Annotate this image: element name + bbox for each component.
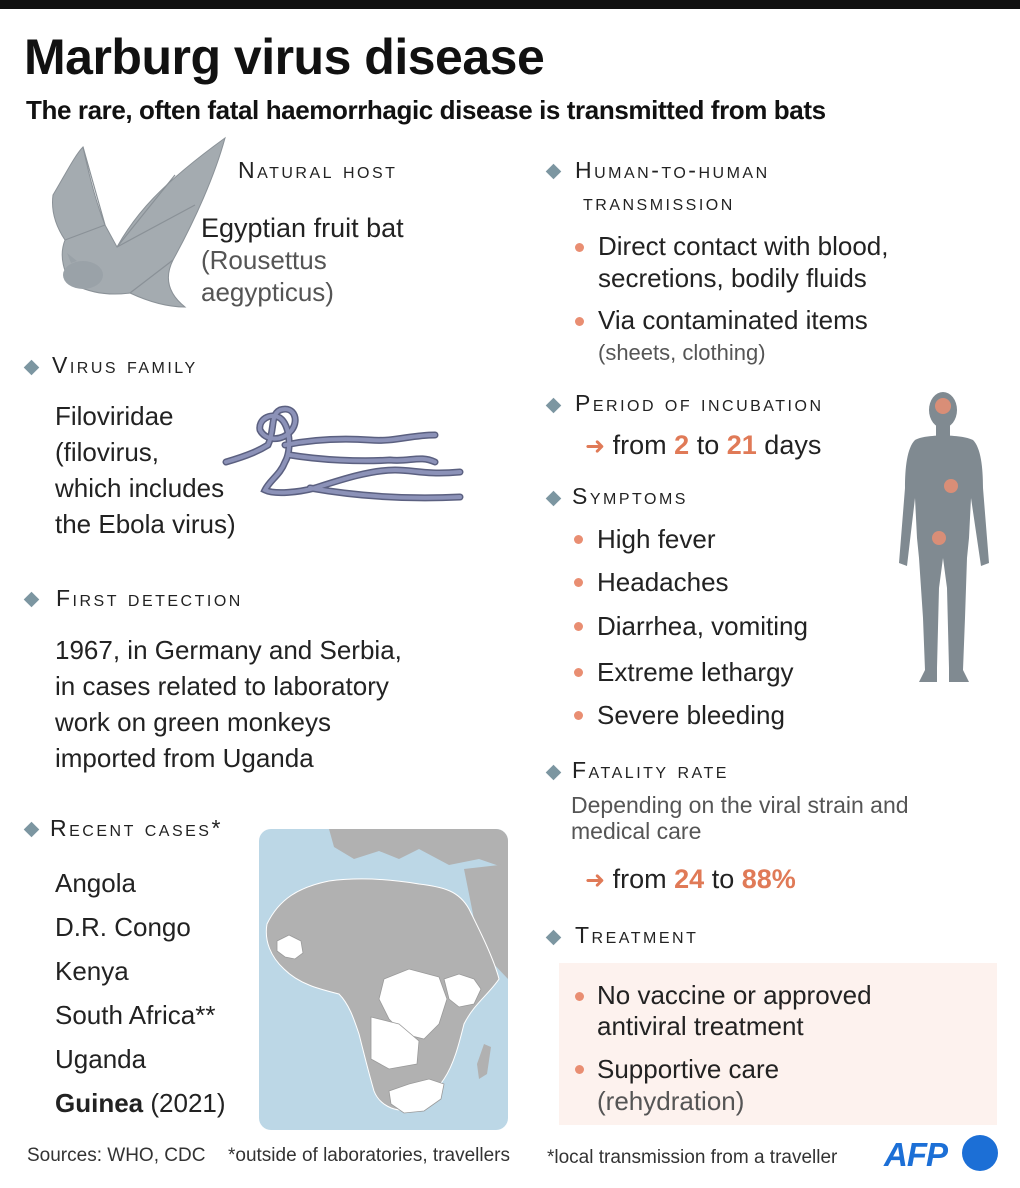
virus-family-line-1: Filoviridae [55, 401, 174, 431]
virus-family-heading: Virus family [52, 352, 198, 378]
fatality-from: from [612, 864, 667, 894]
bullet-icon [575, 1065, 584, 1074]
transmission-item-2: Via contaminated items [598, 305, 868, 335]
afp-logo-text: AFP [884, 1136, 947, 1173]
fatality-range [585, 861, 796, 899]
first-detection-heading: First detection [56, 585, 243, 611]
natural-host-latin-2: aegypticus) [201, 277, 334, 307]
incubation-max: 21 [726, 430, 757, 460]
fatality-to: to [711, 864, 735, 894]
bullet-icon [575, 243, 584, 252]
diamond-icon [24, 822, 40, 838]
afp-logo-circle [962, 1135, 998, 1171]
recent-case-guinea-year: (2021) [150, 1088, 226, 1118]
virus-family-line-4: the Ebola virus) [55, 509, 236, 539]
diamond-icon [546, 765, 562, 781]
incubation-unit: days [764, 430, 822, 460]
recent-case-angola: Angola [55, 868, 136, 898]
treatment-item-1-line-1: No vaccine or approved [597, 980, 872, 1010]
natural-host-heading: Natural host [238, 157, 398, 183]
page-title: Marburg virus disease [24, 29, 545, 85]
first-detection-line-2: in cases related to laboratory [55, 671, 389, 701]
transmission-item-1-line-2: secretions, bodily fluids [598, 263, 867, 293]
first-detection-line-4: imported from Uganda [55, 743, 314, 773]
first-detection-line-3: work on green monkeys [55, 707, 332, 737]
treatment-item-1-line-2: antiviral treatment [597, 1011, 804, 1041]
recent-case-guinea [55, 1085, 226, 1121]
recent-case-guinea-name: Guinea [55, 1088, 144, 1118]
diamond-icon [546, 930, 562, 946]
virus-family-line-2: (filovirus, [55, 437, 160, 467]
incubation-heading: Period of incubation [575, 390, 824, 416]
recent-case-uganda: Uganda [55, 1044, 147, 1074]
filovirus-illustration [220, 400, 470, 510]
human-figure-illustration [897, 388, 997, 688]
incubation-min: 2 [674, 430, 690, 460]
recent-case-south-africa: South Africa** [55, 1000, 216, 1030]
footer-sources: Sources: WHO, CDC [27, 1145, 206, 1166]
treatment-heading: Treatment [575, 922, 699, 948]
bullet-icon [575, 317, 584, 326]
incubation-range [585, 427, 821, 465]
treatment-item-2-note: (rehydration) [597, 1086, 745, 1116]
recent-case-drc: D.R. Congo [55, 912, 191, 942]
fatality-min: 24 [674, 864, 705, 894]
natural-host-latin-1: (Rousettus [201, 245, 327, 275]
diamond-icon [24, 360, 40, 376]
treatment-item-2: Supportive care [597, 1054, 780, 1084]
symptom-diarrhea: Diarrhea, vomiting [597, 611, 808, 641]
recent-case-kenya: Kenya [55, 956, 129, 986]
virus-family-line-3: which includes [55, 473, 225, 503]
symptom-bleeding: Severe bleeding [597, 700, 785, 730]
symptom-headaches: Headaches [597, 567, 729, 597]
symptoms-heading: Symptoms [572, 483, 688, 509]
diamond-icon [546, 164, 562, 180]
africa-map [259, 829, 508, 1130]
incubation-from: from [612, 430, 667, 460]
fatality-max: 88% [741, 864, 796, 894]
fatality-heading: Fatality rate [572, 757, 729, 783]
natural-host-name: Egyptian fruit bat [201, 213, 404, 243]
afp-logo [884, 1134, 998, 1174]
diamond-icon [546, 491, 562, 507]
top-rule [0, 0, 1020, 9]
recent-cases-heading: Recent cases* [50, 815, 223, 841]
arrow-right-icon: ➜ [585, 433, 606, 460]
incubation-to: to [696, 430, 720, 460]
bullet-icon [575, 992, 584, 1001]
bullet-icon [574, 535, 583, 544]
transmission-item-2-note: (sheets, clothing) [598, 340, 766, 365]
bullet-icon [574, 668, 583, 677]
bullet-icon [574, 578, 583, 587]
diamond-icon [546, 398, 562, 414]
transmission-heading-2: transmission [583, 189, 735, 215]
footer-note-2: *local transmission from a traveller [547, 1147, 838, 1168]
symptom-high-fever: High fever [597, 524, 716, 554]
arrow-right-icon: ➜ [585, 867, 606, 894]
bullet-icon [574, 711, 583, 720]
page-subtitle: The rare, often fatal haemorrhagic disease is transmitted from bats [26, 95, 826, 125]
symptom-lethargy: Extreme lethargy [597, 657, 794, 687]
fatality-note-1: Depending on the viral strain and [571, 792, 909, 818]
transmission-item-1-line-1: Direct contact with blood, [598, 231, 889, 261]
footer-note-1: *outside of laboratories, travellers [228, 1145, 510, 1166]
transmission-heading-1: Human-to-human [575, 157, 770, 183]
fatality-note-2: medical care [571, 818, 702, 844]
bullet-icon [574, 622, 583, 631]
first-detection-line-1: 1967, in Germany and Serbia, [55, 635, 402, 665]
diamond-icon [24, 592, 40, 608]
